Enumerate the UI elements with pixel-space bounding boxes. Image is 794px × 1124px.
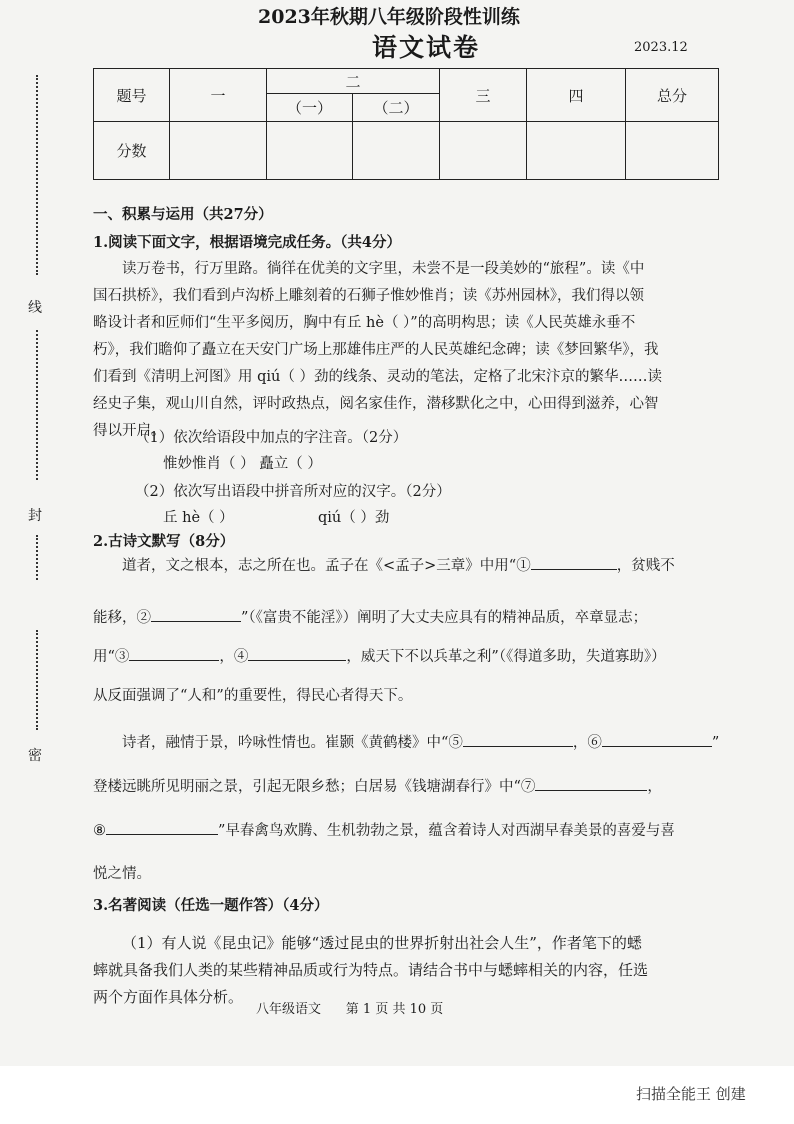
prompt-line: （1）有人说《昆虫记》能够“透过昆虫的世界折射出社会人生”，作者笔下的蟋 [122,934,642,952]
answer-blank-4[interactable] [248,660,346,661]
question-1-title: 1.阅读下面文字，根据语境完成任务。（共4分） [93,234,401,251]
poem-text: ，④ [219,649,249,665]
section-heading: 一、积累与运用（共27分） [93,206,273,223]
passage-line: 国石拱桥》，我们看到卢沟桥上雕刻着的石狮子惟妙惟肖；读《苏州园林》，我们得以领 [93,288,644,304]
poem-text: 用“③ [93,649,130,665]
exam-subject-title: 语文试卷 [372,33,481,62]
poem-line: 悦之情。 [93,866,151,882]
binding-mark-seal: 封 [28,508,42,524]
exam-date: 2023.12 [634,40,688,55]
binding-line-top [36,75,38,275]
page-footer: 八年级语文 第 1 页 共 10 页 [256,1002,444,1017]
poem-line [122,730,719,757]
score-table-col-3: 三 [440,69,527,122]
score-table [93,68,719,180]
poem-text: 能移，② [93,610,151,626]
poem-line [93,818,675,845]
score-cell-1[interactable] [170,122,267,180]
poem-text: 登楼远眺所见明丽之景，引起无限乡愁；白居易《钱塘湖春行》中“⑦ [93,779,536,795]
question-1-passage [93,256,783,445]
poem-line [122,553,675,580]
score-table-col-2: 二 [267,69,440,94]
passage-line: 经史子集，观山川自然，评时政热点，阅名家佳作，潜移默化之中，心田得到滋养，心智 [93,396,659,412]
poem-text: ” [711,735,720,751]
scanner-watermark: 扫描全能王 创建 [636,1085,746,1103]
answer-blank-1[interactable] [531,569,617,570]
passage-line: 朽》，我们瞻仰了矗立在天安门广场上那雄伟庄严的人民英雄纪念碑；读《梦回繁华》，我 [93,342,659,358]
binding-mark-line: 线 [28,300,42,316]
passage-line: 略设计者和匠师们“生平多阅历，胸中有丘 hè（ ）”的高明构思；读《人民英雄永垂不 [93,315,636,331]
binding-line-lower [36,535,38,580]
poem-line [93,605,647,632]
answer-blank-2[interactable] [151,621,241,622]
prompt-line: 两个方面作具体分析。 [93,988,244,1006]
score-table-label-score: 分数 [94,122,170,180]
answer-blank-8[interactable] [106,834,218,835]
question-2-title: 2.古诗文默写（8分） [93,533,235,550]
poem-text: 道者，文之根本，志之所在也。孟子在《<孟子>三章》中用“① [122,558,531,574]
binding-mark-secret: 密 [28,748,42,764]
question-1-sub-1-answer[interactable]: 惟妙惟肖（ ） 矗立（ ） [163,456,322,472]
question-3-title: 3.名著阅读（任选一题作答）（4分） [93,897,329,914]
score-cell-4[interactable] [527,122,626,180]
poem-text: ， [647,779,662,795]
binding-line-middle [36,330,38,480]
answer-blank-7[interactable] [535,790,647,791]
answer-blank-3[interactable] [129,660,219,661]
answer-blank-6[interactable] [602,746,712,747]
score-table-col-2-sub-2: （二） [353,94,440,122]
poem-text: ，贫贱不 [616,558,675,574]
poem-line: 从反面强调了“人和”的重要性，得民心者得天下。 [93,688,413,704]
poem-line [93,644,666,671]
score-table-col-1: 一 [170,69,267,122]
passage-line: 读万卷书，行万里路。徜徉在优美的文字里，未尝不是一段美妙的“旅程”。读《中 [122,261,645,277]
poem-text: ”早春禽鸟欢腾、生机勃勃之景，蕴含着诗人对西湖早春美景的喜爱与喜 [218,823,675,839]
score-cell-total[interactable] [626,122,719,180]
question-1-sub-2: （2）依次写出语段中拼音所对应的汉字。（2分） [135,484,451,500]
passage-line: 得以开启。 [93,423,166,439]
score-table-label-question: 题号 [94,69,170,122]
poem-text: ”（《富贵不能淫》）阐明了大丈夫应具有的精神品质，卒章显志； [241,610,648,626]
answer-blank-5[interactable] [463,746,573,747]
exam-title: 2023年秋期八年级阶段性训练 [258,6,520,28]
score-table-col-2-sub-1: （一） [267,94,353,122]
question-1-sub-2-answer-2[interactable]: qiú（ ）劲 [318,510,390,526]
question-1-sub-2-answer-1[interactable]: 丘 hè（ ） [163,510,234,526]
score-cell-3[interactable] [440,122,527,180]
poem-line [93,774,662,801]
binding-line-bottom [36,630,38,730]
question-1-sub-1: （1）依次给语段中加点的字注音。（2分） [135,430,408,446]
poem-text: ，威天下不以兵革之利”（《得道多助，失道寡助》） [346,649,666,665]
poem-text: ，⑥ [572,735,602,751]
poem-text: 诗者，融情于景，吟咏性情也。崔颢《黄鹤楼》中“⑤ [122,735,463,751]
passage-line: 们看到《清明上河图》用 qiú（ ）劲的线条、灵动的笔法，定格了北宋汴京的繁华……读 [93,369,662,385]
score-table-col-total: 总分 [626,69,719,122]
score-cell-2-1[interactable] [267,122,353,180]
score-cell-2-2[interactable] [353,122,440,180]
poem-text: ⑧ [93,823,106,839]
score-table-col-4: 四 [527,69,626,122]
prompt-line: 蟀就具备我们人类的某些精神品质或行为特点。请结合书中与蟋蟀相关的内容，任选 [93,961,649,979]
